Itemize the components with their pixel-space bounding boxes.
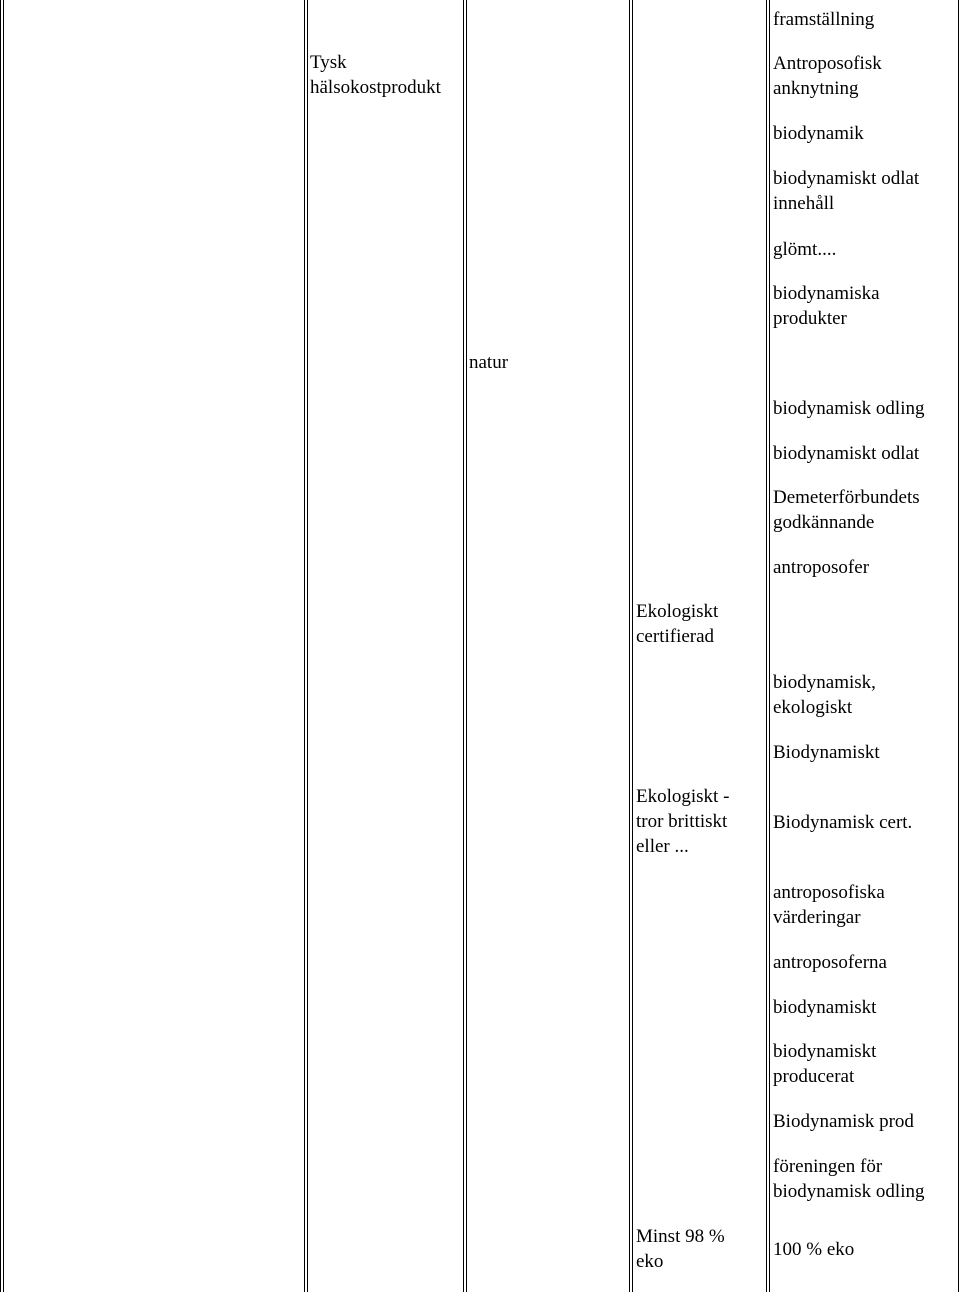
category-label: natur [469,352,509,373]
keyword-cell: Demeterförbundets godkännande [773,487,920,533]
keyword-cell: föreningen för biodynamisk odling [773,1156,925,1202]
product-origin-label: Tysk hälsokostprodukt [310,52,441,98]
keyword-cell: antroposofer [773,557,870,578]
keyword-cell: 100 % eko [773,1239,855,1260]
keyword-cell: Biodynamiskt [773,742,880,763]
keyword-cell: biodynamisk, ekologiskt [773,672,876,718]
keyword-cell: glömt.... [773,239,837,260]
keyword-cell: biodynamiskt odlat [773,443,920,464]
keyword-cell: biodynamiska produkter [773,283,880,329]
keyword-cell: Antroposofisk anknytning [773,53,882,99]
keyword-cell: biodynamiskt odlat innehåll [773,168,920,214]
keyword-cell: biodynamik [773,123,864,144]
keyword-cell: antroposoferna [773,952,887,973]
keyword-cell: biodynamiskt producerat [773,1041,877,1087]
keyword-cell: Biodynamisk prod [773,1111,914,1132]
keyword-cell: Biodynamisk cert. [773,812,913,833]
certification-label: Ekologiskt certifierad [636,601,719,647]
keyword-cell: antroposofiska värderingar [773,882,885,928]
certification-label: Minst 98 % eko [636,1226,725,1272]
keyword-cell: biodynamisk odling [773,398,925,419]
keyword-cell: biodynamiskt [773,997,877,1018]
keyword-cell: framställning [773,9,875,30]
certification-label: Ekologiskt - tror brittiskt eller ... [636,786,730,857]
